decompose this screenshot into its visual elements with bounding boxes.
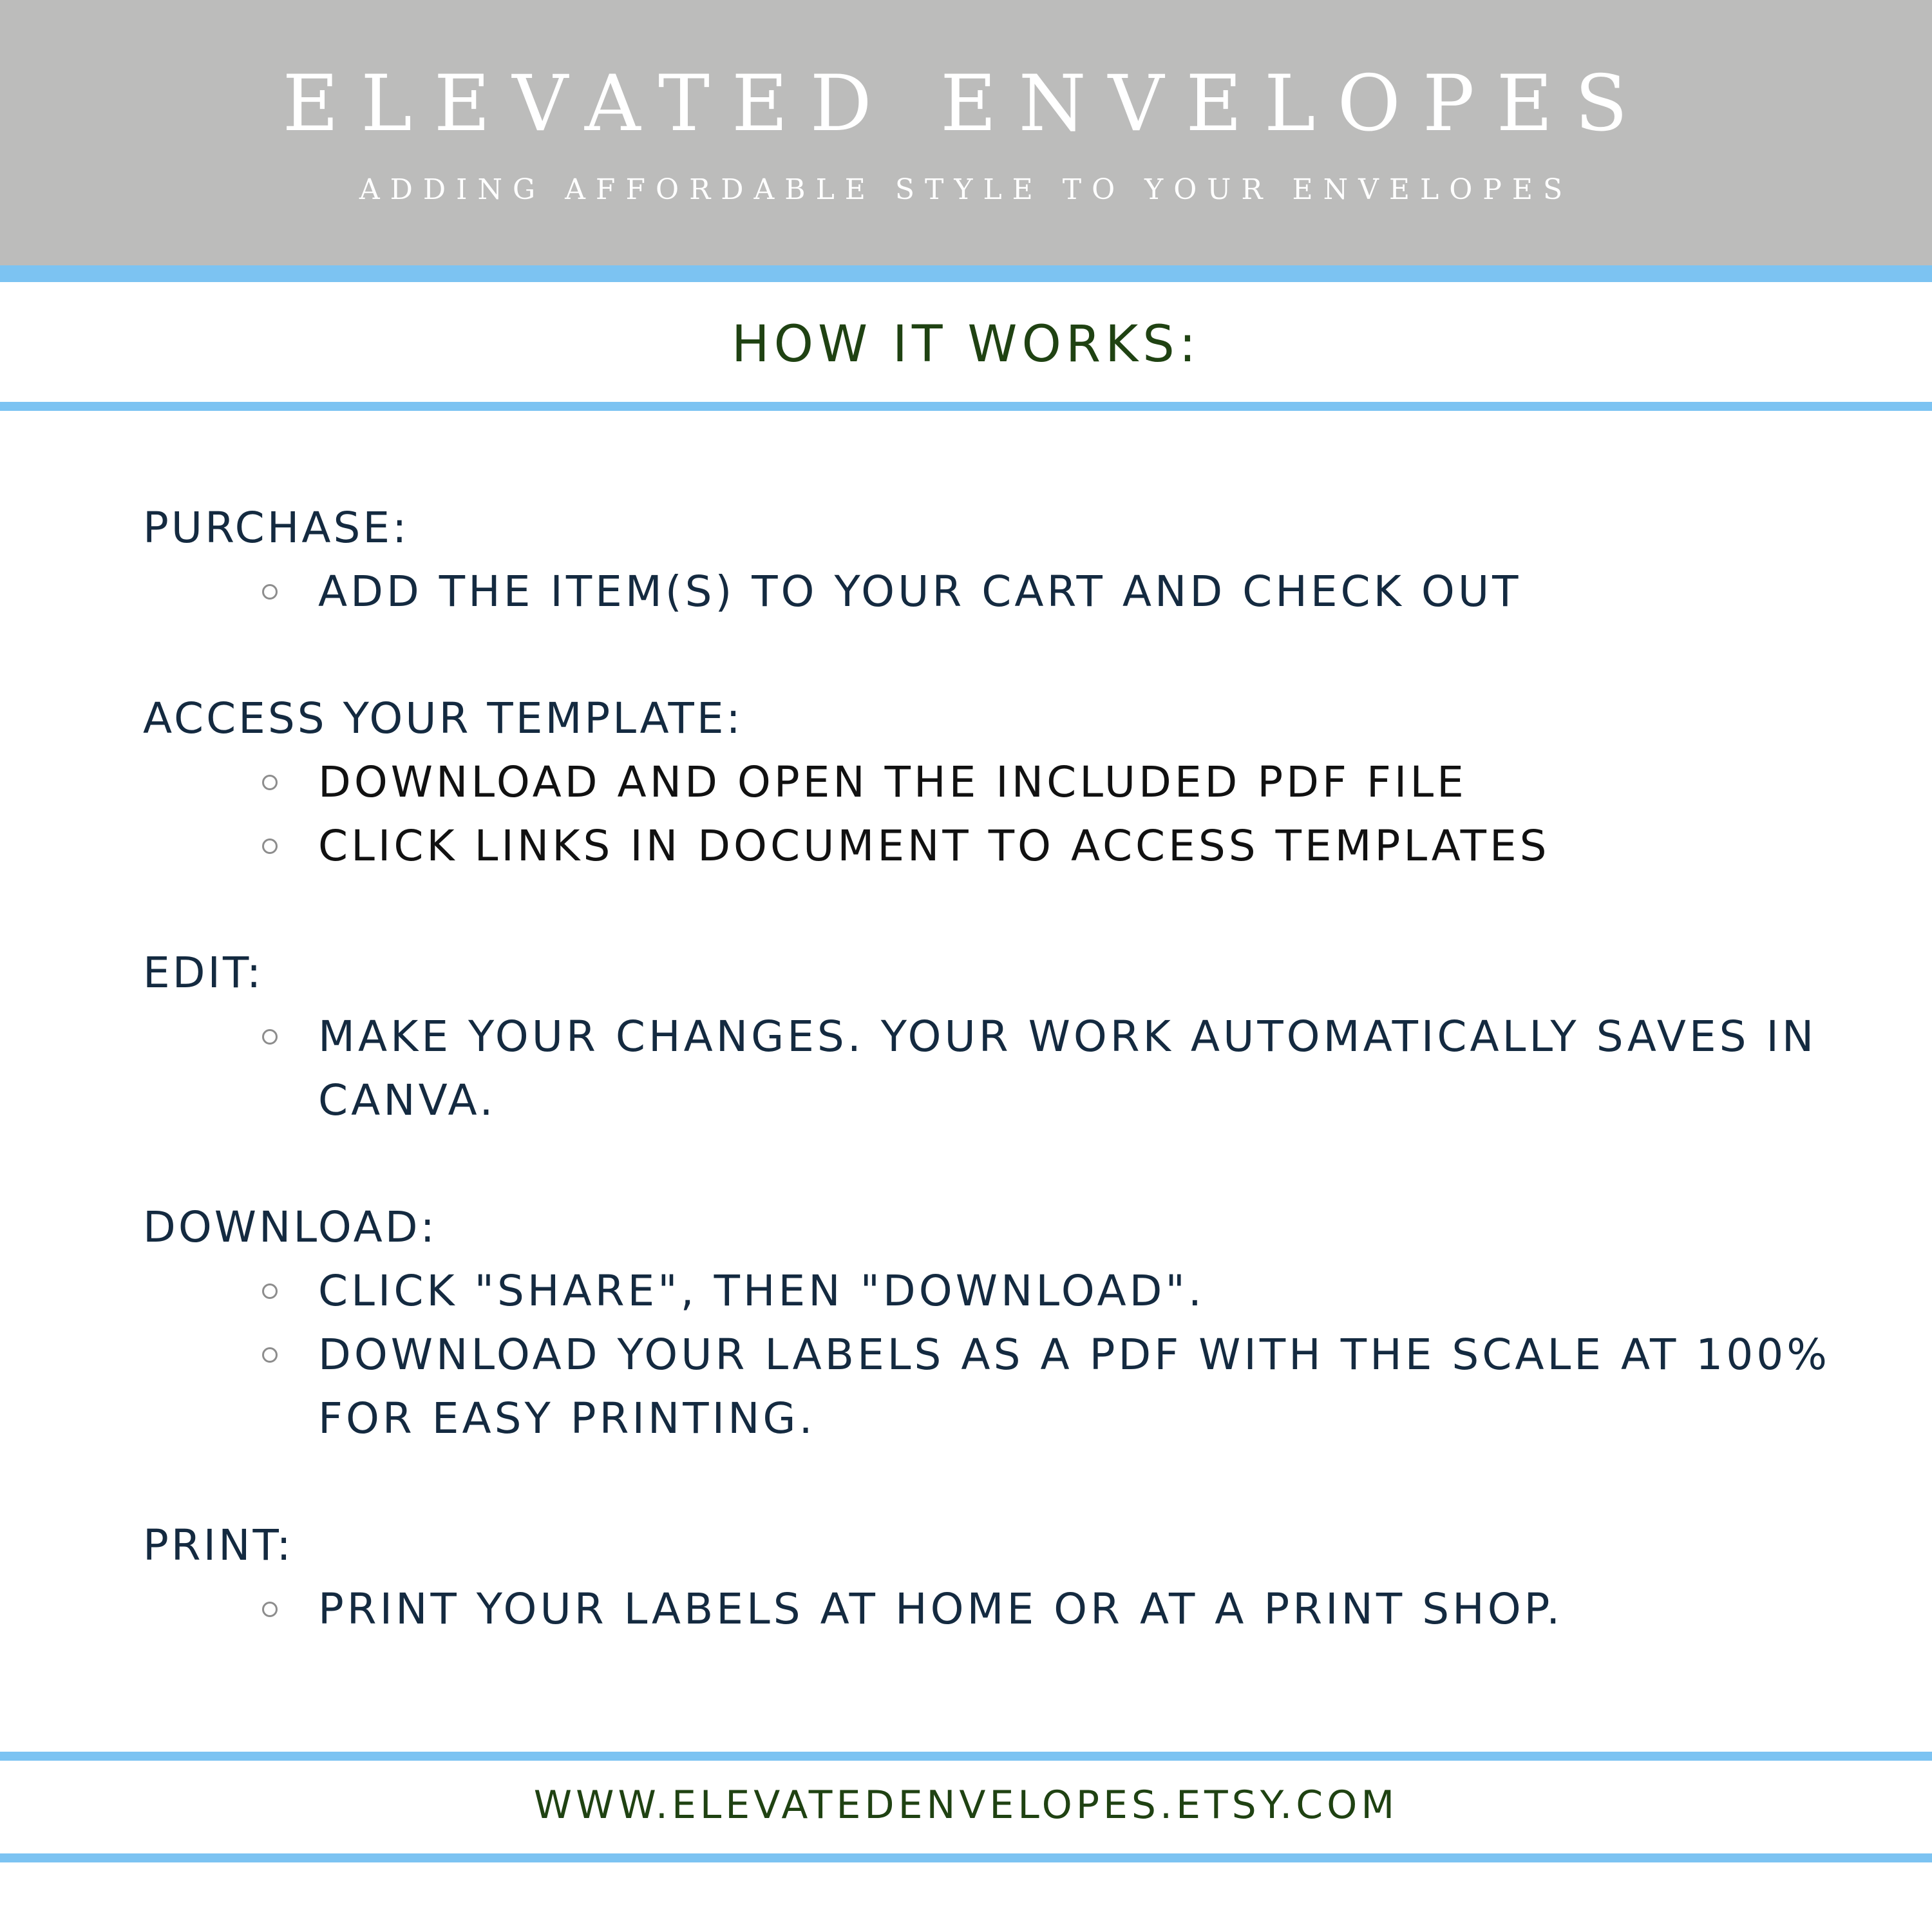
circle-bullet-icon	[262, 838, 278, 854]
step-items	[143, 1259, 1895, 1450]
step-title: ACCESS YOUR TEMPLATE:	[143, 694, 743, 743]
circle-bullet-icon	[262, 775, 278, 790]
step-title: DOWNLOAD:	[143, 1202, 437, 1252]
step-purchase	[143, 496, 1895, 623]
header-divider	[0, 265, 1932, 282]
circle-bullet-icon	[262, 1029, 278, 1045]
circle-bullet-icon	[262, 1602, 278, 1617]
steps-list	[143, 496, 1895, 1704]
step-items	[143, 1005, 1895, 1132]
step-edit	[143, 941, 1895, 1132]
step-item-text: CLICK "SHARE", THEN "DOWNLOAD".	[318, 1266, 1205, 1316]
step-download	[143, 1195, 1895, 1450]
circle-bullet-icon	[262, 1283, 278, 1299]
step-items	[143, 560, 1895, 623]
footer-divider-bottom	[0, 1853, 1932, 1862]
step-item-text: MAKE YOUR CHANGES. YOUR WORK AUTOMATICALLY SAVES IN CANVA.	[318, 1012, 1817, 1125]
step-item-text: ADD THE ITEM(S) TO YOUR CART AND CHECK OUT	[318, 567, 1522, 616]
section-heading: HOW IT WORKS:	[731, 316, 1201, 374]
step-item	[143, 560, 1895, 623]
footer-divider-top	[0, 1752, 1932, 1761]
step-print	[143, 1513, 1895, 1641]
step-item-text: DOWNLOAD YOUR LABELS AS A PDF WITH THE SCALE AT 100% FOR EASY PRINTING.	[318, 1330, 1830, 1443]
step-item	[143, 1259, 1895, 1323]
step-item	[143, 750, 1895, 814]
step-title: PURCHASE:	[143, 503, 410, 553]
circle-bullet-icon	[262, 1347, 278, 1363]
brand-name: ELEVATED ENVELOPES	[282, 59, 1650, 149]
step-item-text: DOWNLOAD AND OPEN THE INCLUDED PDF FILE	[318, 757, 1467, 807]
step-item	[143, 814, 1895, 878]
shop-url: WWW.ELEVATEDENVELOPES.ETSY.COM	[533, 1783, 1399, 1828]
step-title: PRINT:	[143, 1520, 294, 1570]
step-item	[143, 1323, 1895, 1450]
step-item-text: CLICK LINKS IN DOCUMENT TO ACCESS TEMPLATES	[318, 821, 1550, 871]
step-items	[143, 1577, 1895, 1641]
step-item	[143, 1005, 1895, 1132]
step-access-template	[143, 687, 1895, 878]
circle-bullet-icon	[262, 584, 278, 600]
brand-header	[0, 0, 1932, 265]
step-title: EDIT:	[143, 948, 264, 998]
step-item-text: PRINT YOUR LABELS AT HOME OR AT A PRINT SHOP.	[318, 1584, 1564, 1634]
step-items	[143, 750, 1895, 878]
brand-tagline: ADDING AFFORDABLE STYLE TO YOUR ENVELOPES	[359, 173, 1573, 206]
heading-divider	[0, 402, 1932, 411]
step-item	[143, 1577, 1895, 1641]
